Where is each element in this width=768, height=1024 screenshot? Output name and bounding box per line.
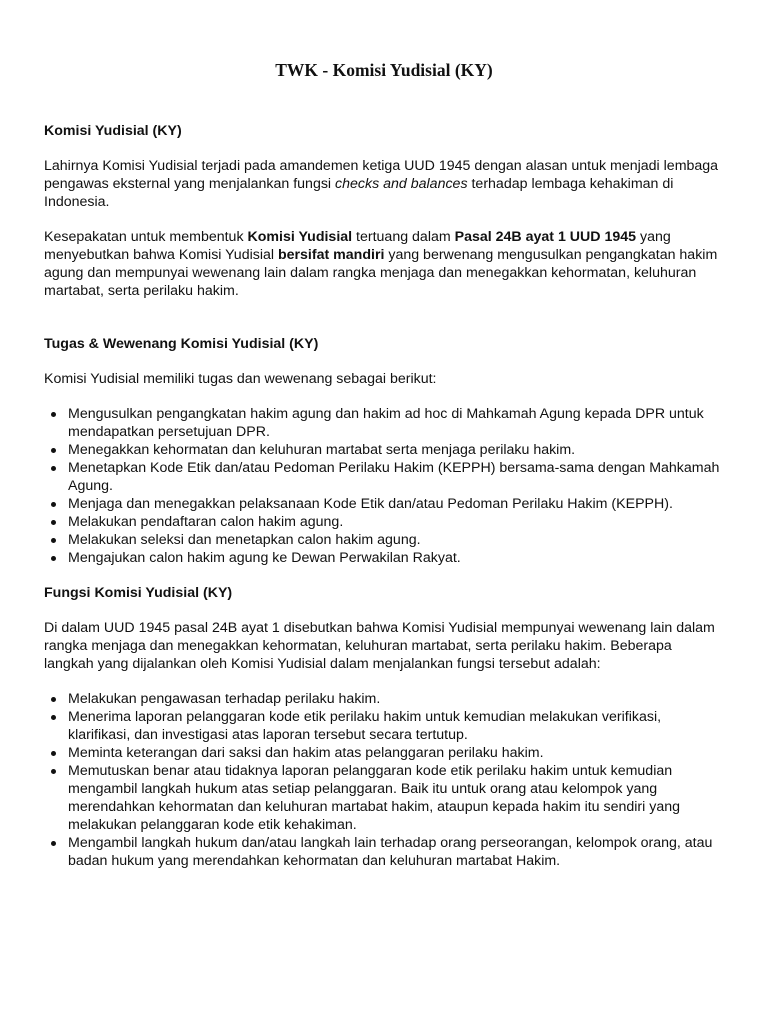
list-item: Menjaga dan menegakkan pelaksanaan Kode Etik dan/atau Pedoman Perilaku Hakim (KEPPH).	[44, 495, 724, 513]
list-item: Menerima laporan pelanggaran kode etik perilaku hakim untuk kemudian melakukan verifikasi, klarifikasi, dan investigasi atas laporan tersebut secara tertutup.	[44, 708, 724, 744]
list-item: Menegakkan kehormatan dan keluhuran martabat serta menjaga perilaku hakim.	[44, 441, 724, 459]
list-item: Mengajukan calon hakim agung ke Dewan Perwakilan Rakyat.	[44, 549, 724, 567]
section-heading-tugas-wewenang: Tugas & Wewenang Komisi Yudisial (KY)	[44, 336, 319, 352]
list-item: Mengambil langkah hukum dan/atau langkah lain terhadap orang perseorangan, kelompok orang, atau badan hukum yang merendahkan kehormatan dan keluhuran martabat Hakim.	[44, 834, 724, 870]
bold-pasal-24b: Pasal 24B ayat 1 UUD 1945	[454, 229, 637, 245]
paragraph-fungsi-intro: Di dalam UUD 1945 pasal 24B ayat 1 disebutkan bahwa Komisi Yudisial mempunyai wewenang lain dalam rangka menjaga dan menegakkan kehormatan, keluhuran martabat, serta perilaku hakim. Beberapa langkah yang dijalankan oleh Komisi Yudisial dalam menjalankan fungsi tersebut adalah:	[44, 620, 715, 672]
paragraph-tugas-intro: Komisi Yudisial memiliki tugas dan wewenang sebagai berikut:	[44, 371, 437, 387]
italic-checks-and-balances: checks and balances	[335, 176, 468, 192]
page-title: TWK - Komisi Yudisial (KY)	[275, 60, 493, 80]
list-item: Melakukan pengawasan terhadap perilaku hakim.	[44, 690, 724, 708]
section-heading-komisi-yudisial: Komisi Yudisial (KY)	[44, 123, 182, 139]
bold-komisi-yudisial: Komisi Yudisial	[247, 229, 353, 245]
paragraph-kesepakatan: Kesepakatan untuk membentuk Komisi Yudisial tertuang dalam Pasal 24B ayat 1 UUD 1945 yang menyebutkan bahwa Komisi Yudisial bersifat mandiri yang berwenang mengusulkan pengangkatan hakim agung dan mempunyai wewenang lain dalam rangka menjaga dan menegakkan kehormatan, keluhuran martabat, serta perilaku hakim.	[44, 229, 718, 299]
list-item: Melakukan pendaftaran calon hakim agung.	[44, 513, 724, 531]
list-item: Melakukan seleksi dan menetapkan calon hakim agung.	[44, 531, 724, 549]
list-item: Menetapkan Kode Etik dan/atau Pedoman Perilaku Hakim (KEPPH) bersama-sama dengan Mahkamah Agung.	[44, 459, 724, 495]
list-tugas-wewenang	[44, 405, 724, 567]
list-item: Mengusulkan pengangkatan hakim agung dan hakim ad hoc di Mahkamah Agung kepada DPR untuk mendapatkan persetujuan DPR.	[44, 405, 724, 441]
paragraph-lahirnya: Lahirnya Komisi Yudisial terjadi pada amandemen ketiga UUD 1945 dengan alasan untuk menjadi lembaga pengawas eksternal yang menjalankan fungsi checks and balances terhadap lembaga kehakiman di Indonesia.	[44, 158, 719, 210]
section-heading-fungsi: Fungsi Komisi Yudisial (KY)	[44, 585, 233, 601]
list-fungsi	[44, 690, 724, 870]
list-item: Memutuskan benar atau tidaknya laporan pelanggaran kode etik perilaku hakim untuk kemudian mengambil langkah hukum atas setiap pelanggaran. Baik itu untuk orang atau kelompok yang merendahkan kehormatan dan keluhuran martabat hakim, ataupun kepada hakim itu sendiri yang melakukan pelanggaran kode etik kehakiman.	[44, 762, 724, 834]
bold-bersifat-mandiri: bersifat mandiri	[277, 247, 385, 263]
list-item: Meminta keterangan dari saksi dan hakim atas pelanggaran perilaku hakim.	[44, 744, 724, 762]
